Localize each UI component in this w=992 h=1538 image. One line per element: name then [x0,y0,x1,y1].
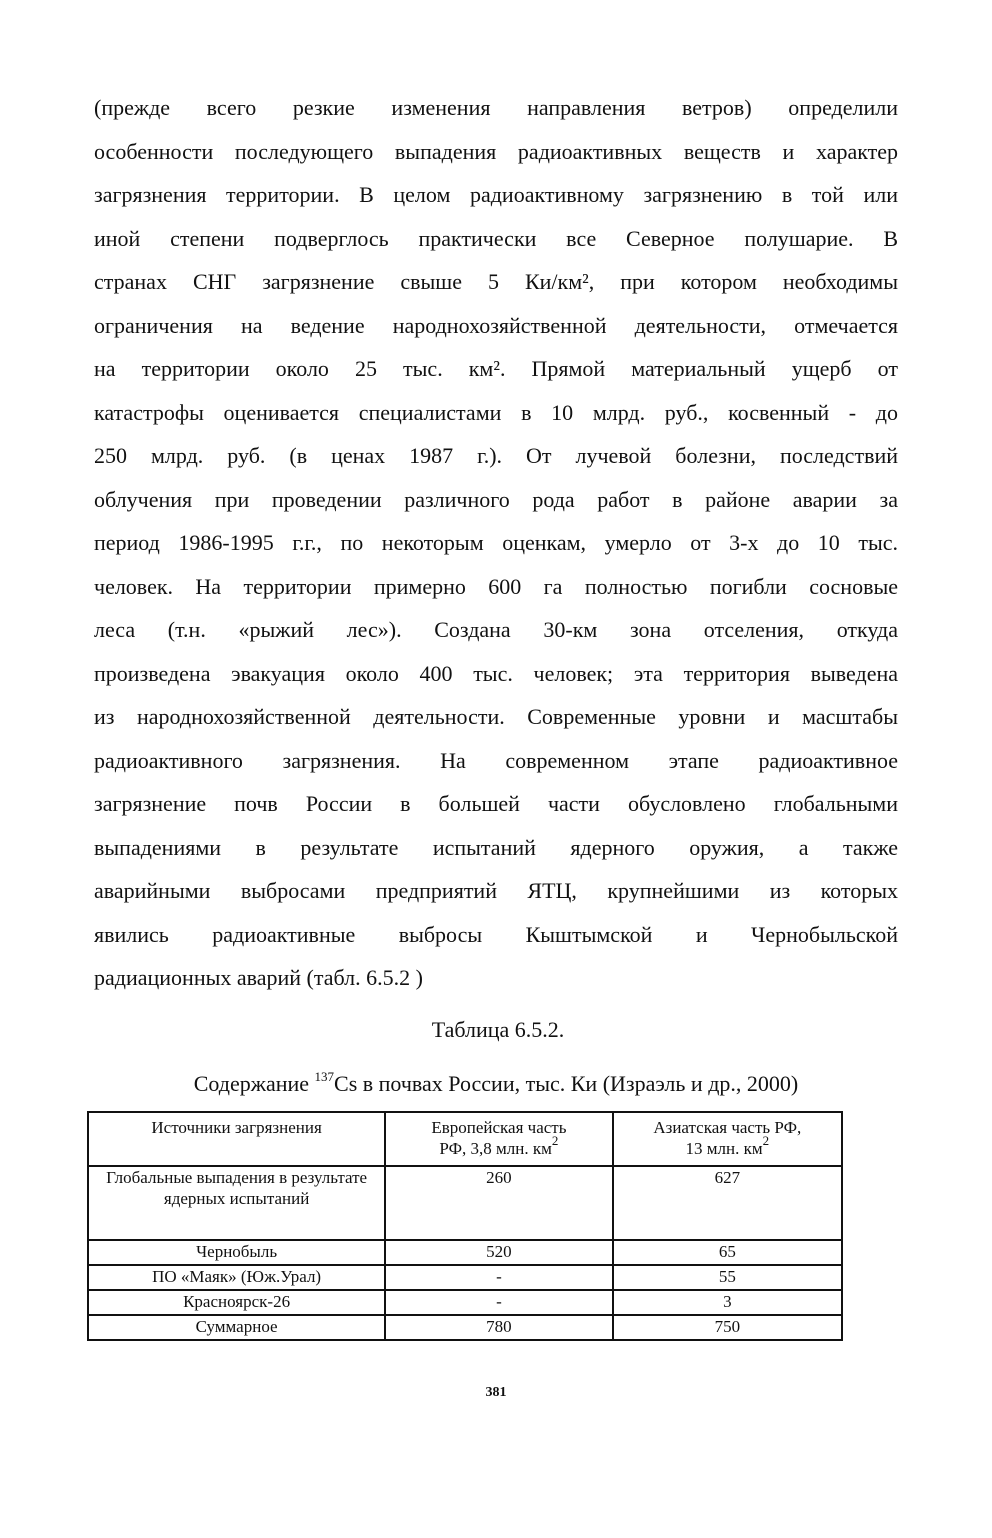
cell-asia: 750 [613,1315,842,1340]
table-row [88,1265,842,1290]
text-line: из народнохозяйственной деятельности. Современные уровни и масштабы [94,704,898,729]
cell-source: ПО «Маяк» (Юж.Урал) [88,1265,385,1290]
cell-source: Глобальные выпадения в результате ядерных испытаний [88,1166,385,1240]
caption-prefix: Содержание [193,1071,315,1096]
header-asian-sup: 2 [762,1133,770,1149]
header-sources: Источники загрязнения [88,1112,385,1166]
text-line: произведена эвакуация около 400 тыс. человек; эта территория выведена [94,660,898,686]
text-line: ограничения на ведение народнохозяйственной деятельности, отмечается [94,312,898,338]
text-line: загрязнения территории. В целом радиоактивному загрязнению в той или [94,182,898,207]
table-row [88,1315,842,1340]
text-line: (прежде всего резкие изменения направления ветров) определили [94,95,898,120]
cell-source: Суммарное [88,1315,385,1340]
text-line: леса (т.н. «рыжий лес»). Создана 30-км зона отселения, откуда [94,617,898,642]
cell-source: Чернобыль [88,1240,385,1265]
header-european-sup: 2 [551,1133,559,1149]
table-row [88,1290,842,1315]
text-line: период 1986-1995 г.г., по некоторым оценкам, умерло от 3-х до 10 тыс. [94,530,898,555]
cell-europe: - [385,1290,612,1315]
table-row [88,1166,842,1240]
text-line: загрязнение почв России в большей части обусловлено глобальными [94,791,898,816]
body-paragraph [94,86,898,1000]
header-asian-part [613,1112,842,1166]
header-asian-line1: Азиатская часть РФ, [653,1118,802,1137]
table-caption [0,1064,992,1104]
cell-europe: 260 [385,1166,612,1240]
header-european-line2: РФ, 3,8 млн. км [439,1139,552,1158]
header-european-part [385,1112,612,1166]
cell-source: Красноярск-26 [88,1290,385,1315]
cell-asia: 3 [613,1290,842,1315]
text-line: человек. На территории примерно 600 га полностью погибли сосновые [94,573,898,599]
text-line: особенности последующего выпадения радиоактивных веществ и характер [94,138,898,164]
text-line: иной степени подверглось практически все Северное полушарие. В [94,225,898,251]
header-european-line1: Европейская часть [431,1118,567,1137]
caption-isotope-mass: 137 [314,1068,335,1084]
text-line: странах СНГ загрязнение свыше 5 Ки/км², при котором необходимы [94,269,898,294]
text-line: аварийными выбросами предприятий ЯТЦ, крупнейшими из которых [94,878,898,903]
text-line: катастрофы оценивается специалистами в 10 млрд. руб., косвенный - до [94,399,898,425]
text-line: выпадениями в результате испытаний ядерного оружия, а также [94,834,898,860]
text-line: радиационных аварий (табл. 6.5.2 ) [94,965,423,990]
table-row [88,1240,842,1265]
cell-asia: 55 [613,1265,842,1290]
table-number-label: Таблица 6.5.2. [431,1017,565,1042]
text-line: на территории около 25 тыс. км². Прямой материальный ущерб от [94,356,898,381]
text-line: облучения при проведении различного рода работ в районе аварии за [94,486,898,512]
cell-europe: 520 [385,1240,612,1265]
text-line: явились радиоактивные выбросы Кыштымской и Чернобыльской [94,921,898,947]
caption-rest: Cs в почвах России, тыс. Ки (Израэль и др., 2000) [334,1071,799,1096]
cell-europe: - [385,1265,612,1290]
table-header-row [88,1112,842,1166]
text-line: радиоактивного загрязнения. На современном этапе радиоактивное [94,747,898,773]
page-number: 381 [485,1385,507,1400]
cell-asia: 627 [613,1166,842,1240]
cell-asia: 65 [613,1240,842,1265]
text-line: 250 млрд. руб. (в ценах 1987 г.). От лучевой болезни, последствий [94,443,898,468]
cell-europe: 780 [385,1315,612,1340]
contamination-table [87,1111,843,1341]
header-asian-line2: 13 млн. км [685,1139,763,1158]
